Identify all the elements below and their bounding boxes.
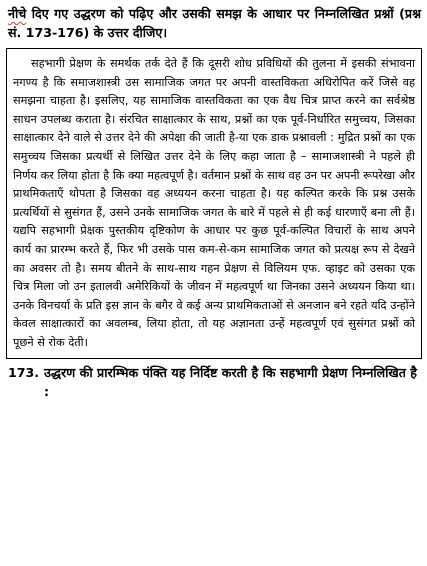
instruction-body: दिए गए उद्धरण को पढ़िए और उसकी समझ के आधार पर निम्नलिखित प्रश्नों (प्रश्न सं. 173-176) के उत्तर दीजिए। — [8, 6, 421, 40]
question-number: 173. — [8, 364, 40, 380]
instruction-text — [6, 4, 421, 42]
passage-text: सहभागी प्रेक्षण के समर्थक तर्क देते हैं कि दूसरी शोध प्रविधियों की तुलना में इसकी संभावना नगण्य है कि समाजशास्त्री उस सामाजिक जगत पर अपनी वास्तविकता अधिरोपित करें जिसे वह समझना चाहता है। इसलिए, यह सामाजिक वास्तविकता का एक वैध चित्र प्राप्त करने का सर्वश्रेष्ठ साधन उपलब्ध कराता है। संरचित साक्षात्कार के साथ, प्रश्नों का एक पूर्व-निर्धारित समुच्चय, जिसका साक्षात्कार देने वाले से उत्तर देने की अपेक्षा की जाती है-या एक डाक प्रश्नावली : मुद्रित प्रश्नों का एक समुच्चय जिसका प्रत्यर्थी से लिखित उत्तर देने के लिए कहा जाता है – सामाजशास्त्री ने पहले ही निर्णय कर लिया होता है कि क्या महत्वपूर्ण है। वर्तमान प्रश्नों के साथ वह उन पर अपनी रूपरेखा और प्राथमिकताएँ थोपता है जिसका वह अध्ययन करना चाहता है। यह कल्पित करके कि प्रश्न उसके प्रत्यर्थियों से सुसंगत हैं, उसने उनके सामाजिक जगत के बारे में पहले से ही कई धारणाएँ बना ली हैं। यद्यपि सहभागी प्रेक्षक पुस्तकीय दृष्टिकोण के आधार पर कुछ पूर्व-कल्पित विचारों के साथ अपने कार्य का प्रारम्भ करते हैं, फिर भी उसके पास कम-से-कम सामाजिक जगत को प्रत्यक्ष रूप से देखने का अवसर तो है। समय बीतने के साथ-साथ गहन प्रेक्षण से विलियम एफ. व्हाइट को उसका एक चित्र मिला जो उन इतालवी अमेरिकियों के जीवन में महत्वपूर्ण था जिनका उसने अध्ययन किया था। उनके विनचर्या के प्रति इस ज्ञान के बगैर वे कई अन्य प्राथमिकताओं से अनजान बने रहते यदि उन्होंने केवल साक्षात्कारों का अवलम्ब, लिया होता, तो यह अज्ञानता उन्हें महत्वपूर्ण एवं सुसंगत प्रश्नों को पूछने से रोक देती। — [13, 57, 415, 349]
underlined-word: नीचे — [8, 6, 27, 21]
question-text: उद्धरण की प्रारम्भिक पंक्ति यह निर्दिष्ट करती है कि सहभागी प्रेक्षण निम्नलिखित है : — [44, 364, 417, 399]
question-173 — [6, 363, 421, 401]
passage-box — [6, 48, 422, 359]
